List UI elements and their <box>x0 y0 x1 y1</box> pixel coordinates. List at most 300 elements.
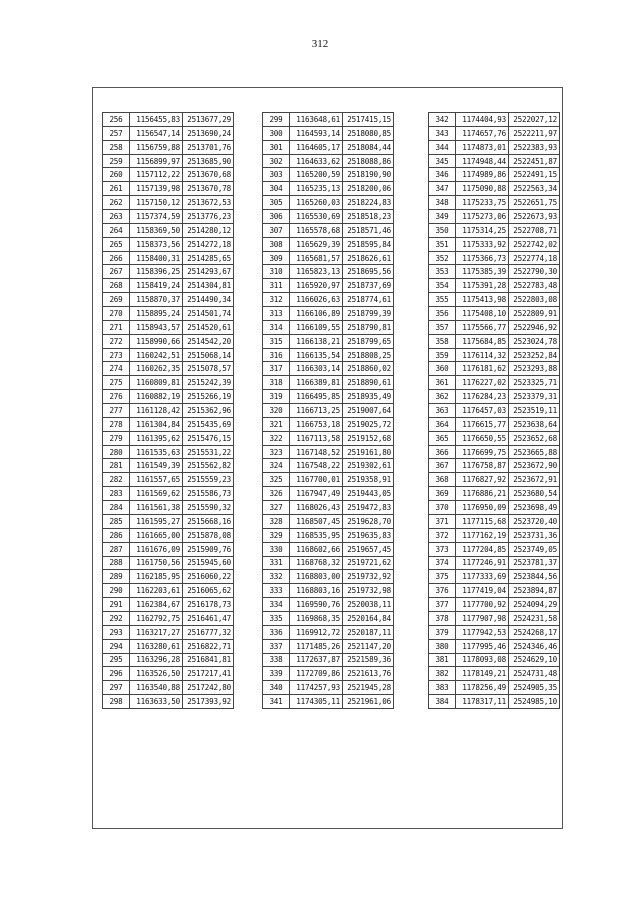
point-number-cell: 379 <box>429 625 456 639</box>
x-coordinate-cell: 1161561,38 <box>130 501 183 515</box>
x-coordinate-cell: 1161595,27 <box>130 514 183 528</box>
point-number-cell: 334 <box>263 598 290 612</box>
table-row <box>103 695 234 709</box>
x-coordinate-cell: 1165823,13 <box>290 265 343 279</box>
table-row <box>263 404 394 418</box>
x-coordinate-cell: 1161557,65 <box>130 473 183 487</box>
x-coordinate-cell: 1161535,63 <box>130 445 183 459</box>
point-number-cell: 380 <box>429 639 456 653</box>
y-coordinate-cell: 2523749,05 <box>509 542 560 556</box>
y-coordinate-cell: 2515590,32 <box>183 501 234 515</box>
x-coordinate-cell: 1175408,10 <box>456 307 509 321</box>
table-row <box>263 320 394 334</box>
table-row <box>103 417 234 431</box>
point-number-cell: 296 <box>103 667 130 681</box>
point-number-cell: 353 <box>429 265 456 279</box>
table-row <box>103 625 234 639</box>
x-coordinate-cell: 1176827,92 <box>456 473 509 487</box>
table-row <box>263 528 394 542</box>
x-coordinate-cell: 1177115,68 <box>456 514 509 528</box>
point-number-cell: 290 <box>103 584 130 598</box>
point-number-cell: 384 <box>429 695 456 709</box>
x-coordinate-cell: 1161750,56 <box>130 556 183 570</box>
table-row <box>103 320 234 334</box>
x-coordinate-cell: 1162792,75 <box>130 611 183 625</box>
table-row <box>429 362 560 376</box>
x-coordinate-cell: 1161569,62 <box>130 487 183 501</box>
point-number-cell: 305 <box>263 196 290 210</box>
y-coordinate-cell: 2518224,83 <box>343 196 394 210</box>
y-coordinate-cell: 2515909,76 <box>183 542 234 556</box>
point-number-cell: 280 <box>103 445 130 459</box>
point-number-cell: 257 <box>103 126 130 140</box>
point-number-cell: 325 <box>263 473 290 487</box>
table-row <box>263 223 394 237</box>
table-row <box>263 307 394 321</box>
x-coordinate-cell: 1168803,16 <box>290 584 343 598</box>
point-number-cell: 319 <box>263 390 290 404</box>
x-coordinate-cell: 1176227,02 <box>456 376 509 390</box>
table-row <box>429 556 560 570</box>
table-row <box>429 307 560 321</box>
x-coordinate-cell: 1164633,62 <box>290 154 343 168</box>
y-coordinate-cell: 2517415,15 <box>343 113 394 127</box>
y-coordinate-cell: 2516777,32 <box>183 625 234 639</box>
y-coordinate-cell: 2513776,23 <box>183 210 234 224</box>
point-number-cell: 265 <box>103 237 130 251</box>
y-coordinate-cell: 2518695,56 <box>343 265 394 279</box>
point-number-cell: 264 <box>103 223 130 237</box>
x-coordinate-cell: 1165200,59 <box>290 168 343 182</box>
table-row <box>263 639 394 653</box>
x-coordinate-cell: 1165629,39 <box>290 237 343 251</box>
x-coordinate-cell: 1156455,83 <box>130 113 183 127</box>
point-number-cell: 341 <box>263 695 290 709</box>
x-coordinate-cell: 1176114,32 <box>456 348 509 362</box>
point-number-cell: 322 <box>263 431 290 445</box>
y-coordinate-cell: 2514272,18 <box>183 237 234 251</box>
y-coordinate-cell: 2523731,36 <box>509 528 560 542</box>
point-number-cell: 286 <box>103 528 130 542</box>
x-coordinate-cell: 1176950,09 <box>456 501 509 515</box>
table-row <box>429 695 560 709</box>
x-coordinate-cell: 1165235,13 <box>290 182 343 196</box>
table-row <box>263 598 394 612</box>
x-coordinate-cell: 1157150,12 <box>130 196 183 210</box>
x-coordinate-cell: 1160882,19 <box>130 390 183 404</box>
table-row <box>103 362 234 376</box>
y-coordinate-cell: 2515068,14 <box>183 348 234 362</box>
x-coordinate-cell: 1168602,66 <box>290 542 343 556</box>
point-number-cell: 282 <box>103 473 130 487</box>
table-row <box>103 681 234 695</box>
y-coordinate-cell: 2519657,45 <box>343 542 394 556</box>
y-coordinate-cell: 2514285,65 <box>183 251 234 265</box>
point-number-cell: 356 <box>429 307 456 321</box>
y-coordinate-cell: 2522783,48 <box>509 279 560 293</box>
table-row <box>103 265 234 279</box>
y-coordinate-cell: 2519443,05 <box>343 487 394 501</box>
x-coordinate-cell: 1171485,26 <box>290 639 343 653</box>
x-coordinate-cell: 1157112,22 <box>130 168 183 182</box>
x-coordinate-cell: 1177995,46 <box>456 639 509 653</box>
y-coordinate-cell: 2518890,61 <box>343 376 394 390</box>
table-row <box>263 293 394 307</box>
point-number-cell: 328 <box>263 514 290 528</box>
x-coordinate-cell: 1177700,92 <box>456 598 509 612</box>
point-number-cell: 329 <box>263 528 290 542</box>
y-coordinate-cell: 2513670,68 <box>183 168 234 182</box>
point-number-cell: 318 <box>263 376 290 390</box>
x-coordinate-cell: 1176758,87 <box>456 459 509 473</box>
table-row <box>429 210 560 224</box>
table-row <box>263 556 394 570</box>
point-number-cell: 339 <box>263 667 290 681</box>
y-coordinate-cell: 2523844,56 <box>509 570 560 584</box>
x-coordinate-cell: 1174989,86 <box>456 168 509 182</box>
point-number-cell: 279 <box>103 431 130 445</box>
y-coordinate-cell: 2522742,02 <box>509 237 560 251</box>
table-row <box>263 113 394 127</box>
y-coordinate-cell: 2524346,46 <box>509 639 560 653</box>
table-row <box>103 140 234 154</box>
y-coordinate-cell: 2518737,69 <box>343 279 394 293</box>
point-number-cell: 376 <box>429 584 456 598</box>
y-coordinate-cell: 2520187,11 <box>343 625 394 639</box>
table-row <box>103 639 234 653</box>
table-row <box>263 611 394 625</box>
y-coordinate-cell: 2523652,68 <box>509 431 560 445</box>
table-row <box>263 667 394 681</box>
table-row <box>429 293 560 307</box>
y-coordinate-cell: 2522383,93 <box>509 140 560 154</box>
x-coordinate-cell: 1169590,76 <box>290 598 343 612</box>
table-row <box>429 625 560 639</box>
x-coordinate-cell: 1178317,11 <box>456 695 509 709</box>
point-number-cell: 349 <box>429 210 456 224</box>
table-row <box>103 487 234 501</box>
table-row <box>103 390 234 404</box>
y-coordinate-cell: 2522211,97 <box>509 126 560 140</box>
x-coordinate-cell: 1161665,00 <box>130 528 183 542</box>
table-row <box>429 570 560 584</box>
table-row <box>429 223 560 237</box>
point-number-cell: 331 <box>263 556 290 570</box>
point-number-cell: 270 <box>103 307 130 321</box>
point-number-cell: 276 <box>103 390 130 404</box>
point-number-cell: 332 <box>263 570 290 584</box>
table-row <box>263 473 394 487</box>
y-coordinate-cell: 2515435,69 <box>183 417 234 431</box>
y-coordinate-cell: 2519732,98 <box>343 584 394 598</box>
table-row <box>263 625 394 639</box>
x-coordinate-cell: 1166495,85 <box>290 390 343 404</box>
x-coordinate-cell: 1174948,44 <box>456 154 509 168</box>
y-coordinate-cell: 2516060,22 <box>183 570 234 584</box>
point-number-cell: 344 <box>429 140 456 154</box>
y-coordinate-cell: 2522790,30 <box>509 265 560 279</box>
point-number-cell: 345 <box>429 154 456 168</box>
y-coordinate-cell: 2517217,41 <box>183 667 234 681</box>
point-number-cell: 378 <box>429 611 456 625</box>
table-row <box>103 542 234 556</box>
y-coordinate-cell: 2515878,08 <box>183 528 234 542</box>
x-coordinate-cell: 1176457,03 <box>456 404 509 418</box>
point-number-cell: 293 <box>103 625 130 639</box>
y-coordinate-cell: 2523894,87 <box>509 584 560 598</box>
y-coordinate-cell: 2513670,78 <box>183 182 234 196</box>
x-coordinate-cell: 1169912,72 <box>290 625 343 639</box>
table-row <box>429 417 560 431</box>
y-coordinate-cell: 2515559,23 <box>183 473 234 487</box>
x-coordinate-cell: 1177162,19 <box>456 528 509 542</box>
point-number-cell: 261 <box>103 182 130 196</box>
point-number-cell: 303 <box>263 168 290 182</box>
point-number-cell: 374 <box>429 556 456 570</box>
table-row <box>103 168 234 182</box>
y-coordinate-cell: 2514280,12 <box>183 223 234 237</box>
table-row <box>103 598 234 612</box>
point-number-cell: 275 <box>103 376 130 390</box>
table-row <box>429 140 560 154</box>
y-coordinate-cell: 2515476,15 <box>183 431 234 445</box>
x-coordinate-cell: 1166753,18 <box>290 417 343 431</box>
table-row <box>263 542 394 556</box>
x-coordinate-cell: 1158870,37 <box>130 293 183 307</box>
table-row <box>263 251 394 265</box>
x-coordinate-cell: 1161128,42 <box>130 404 183 418</box>
x-coordinate-cell: 1163280,61 <box>130 639 183 653</box>
table-row <box>263 210 394 224</box>
y-coordinate-cell: 2518571,46 <box>343 223 394 237</box>
y-coordinate-cell: 2520038,11 <box>343 598 394 612</box>
point-number-cell: 285 <box>103 514 130 528</box>
x-coordinate-cell: 1161549,39 <box>130 459 183 473</box>
x-coordinate-cell: 1177204,85 <box>456 542 509 556</box>
x-coordinate-cell: 1174305,11 <box>290 695 343 709</box>
y-coordinate-cell: 2522946,92 <box>509 320 560 334</box>
x-coordinate-cell: 1175090,88 <box>456 182 509 196</box>
point-number-cell: 351 <box>429 237 456 251</box>
x-coordinate-cell: 1156899,97 <box>130 154 183 168</box>
point-number-cell: 324 <box>263 459 290 473</box>
table-row <box>429 154 560 168</box>
point-number-cell: 352 <box>429 251 456 265</box>
y-coordinate-cell: 2519721,62 <box>343 556 394 570</box>
table-row <box>103 237 234 251</box>
point-number-cell: 368 <box>429 473 456 487</box>
y-coordinate-cell: 2514490,34 <box>183 293 234 307</box>
point-number-cell: 292 <box>103 611 130 625</box>
table-row <box>103 196 234 210</box>
y-coordinate-cell: 2516065,62 <box>183 584 234 598</box>
point-number-cell: 288 <box>103 556 130 570</box>
table-row <box>103 182 234 196</box>
table-row <box>429 182 560 196</box>
point-number-cell: 258 <box>103 140 130 154</box>
y-coordinate-cell: 2522027,12 <box>509 113 560 127</box>
table-row <box>429 334 560 348</box>
table-row <box>263 681 394 695</box>
x-coordinate-cell: 1176181,62 <box>456 362 509 376</box>
y-coordinate-cell: 2522451,87 <box>509 154 560 168</box>
x-coordinate-cell: 1161395,62 <box>130 431 183 445</box>
point-number-cell: 365 <box>429 431 456 445</box>
table-row <box>103 279 234 293</box>
point-number-cell: 313 <box>263 307 290 321</box>
y-coordinate-cell: 2516461,47 <box>183 611 234 625</box>
point-number-cell: 267 <box>103 265 130 279</box>
y-coordinate-cell: 2514304,81 <box>183 279 234 293</box>
table-row <box>263 182 394 196</box>
table-row <box>429 611 560 625</box>
x-coordinate-cell: 1167113,58 <box>290 431 343 445</box>
x-coordinate-cell: 1175385,39 <box>456 265 509 279</box>
x-coordinate-cell: 1168535,95 <box>290 528 343 542</box>
x-coordinate-cell: 1167700,01 <box>290 473 343 487</box>
x-coordinate-cell: 1158400,31 <box>130 251 183 265</box>
x-coordinate-cell: 1175566,77 <box>456 320 509 334</box>
y-coordinate-cell: 2518790,81 <box>343 320 394 334</box>
table-row <box>263 126 394 140</box>
table-row <box>263 154 394 168</box>
table-row <box>429 445 560 459</box>
y-coordinate-cell: 2523672,90 <box>509 459 560 473</box>
x-coordinate-cell: 1177907,98 <box>456 611 509 625</box>
y-coordinate-cell: 2522491,15 <box>509 168 560 182</box>
table-row <box>103 210 234 224</box>
table-row <box>429 237 560 251</box>
point-number-cell: 375 <box>429 570 456 584</box>
x-coordinate-cell: 1160242,51 <box>130 348 183 362</box>
point-number-cell: 271 <box>103 320 130 334</box>
table-row <box>103 307 234 321</box>
page-number: 312 <box>311 38 329 50</box>
y-coordinate-cell: 2521589,36 <box>343 653 394 667</box>
table-row <box>429 528 560 542</box>
table-row <box>263 570 394 584</box>
point-number-cell: 272 <box>103 334 130 348</box>
point-number-cell: 307 <box>263 223 290 237</box>
x-coordinate-cell: 1166389,81 <box>290 376 343 390</box>
point-number-cell: 300 <box>263 126 290 140</box>
table-row <box>429 279 560 293</box>
x-coordinate-cell: 1169868,35 <box>290 611 343 625</box>
y-coordinate-cell: 2518626,61 <box>343 251 394 265</box>
point-number-cell: 346 <box>429 168 456 182</box>
x-coordinate-cell: 1164605,17 <box>290 140 343 154</box>
table-row <box>429 126 560 140</box>
y-coordinate-cell: 2519628,70 <box>343 514 394 528</box>
point-number-cell: 357 <box>429 320 456 334</box>
table-row <box>103 556 234 570</box>
x-coordinate-cell: 1165530,69 <box>290 210 343 224</box>
point-number-cell: 340 <box>263 681 290 695</box>
y-coordinate-cell: 2523519,11 <box>509 404 560 418</box>
point-number-cell: 372 <box>429 528 456 542</box>
x-coordinate-cell: 1163648,61 <box>290 113 343 127</box>
point-number-cell: 308 <box>263 237 290 251</box>
point-number-cell: 297 <box>103 681 130 695</box>
x-coordinate-cell: 1168768,32 <box>290 556 343 570</box>
y-coordinate-cell: 2524268,17 <box>509 625 560 639</box>
point-number-cell: 342 <box>429 113 456 127</box>
table-row <box>263 168 394 182</box>
point-number-cell: 266 <box>103 251 130 265</box>
x-coordinate-cell: 1174873,01 <box>456 140 509 154</box>
point-number-cell: 278 <box>103 417 130 431</box>
point-number-cell: 335 <box>263 611 290 625</box>
y-coordinate-cell: 2515242,39 <box>183 376 234 390</box>
y-coordinate-cell: 2515668,16 <box>183 514 234 528</box>
x-coordinate-cell: 1165260,03 <box>290 196 343 210</box>
point-number-cell: 327 <box>263 501 290 515</box>
y-coordinate-cell: 2523293,88 <box>509 362 560 376</box>
table-row <box>429 113 560 127</box>
table-row <box>429 376 560 390</box>
x-coordinate-cell: 1175391,28 <box>456 279 509 293</box>
x-coordinate-cell: 1174657,76 <box>456 126 509 140</box>
table-row <box>263 362 394 376</box>
point-number-cell: 294 <box>103 639 130 653</box>
x-coordinate-cell: 1160262,35 <box>130 362 183 376</box>
y-coordinate-cell: 2523024,78 <box>509 334 560 348</box>
y-coordinate-cell: 2513690,24 <box>183 126 234 140</box>
y-coordinate-cell: 2523325,71 <box>509 376 560 390</box>
table-row <box>263 348 394 362</box>
y-coordinate-cell: 2524731,48 <box>509 667 560 681</box>
table-row <box>103 584 234 598</box>
table-row <box>263 431 394 445</box>
x-coordinate-cell: 1165681,57 <box>290 251 343 265</box>
x-coordinate-cell: 1176284,23 <box>456 390 509 404</box>
point-number-cell: 364 <box>429 417 456 431</box>
y-coordinate-cell: 2518799,39 <box>343 307 394 321</box>
y-coordinate-cell: 2515266,19 <box>183 390 234 404</box>
table-row <box>429 514 560 528</box>
x-coordinate-cell: 1165578,68 <box>290 223 343 237</box>
x-coordinate-cell: 1172637,87 <box>290 653 343 667</box>
point-number-cell: 370 <box>429 501 456 515</box>
y-coordinate-cell: 2524094,29 <box>509 598 560 612</box>
point-number-cell: 317 <box>263 362 290 376</box>
y-coordinate-cell: 2517393,92 <box>183 695 234 709</box>
point-number-cell: 262 <box>103 196 130 210</box>
y-coordinate-cell: 2514501,74 <box>183 307 234 321</box>
table-row <box>429 598 560 612</box>
point-number-cell: 358 <box>429 334 456 348</box>
table-row <box>429 542 560 556</box>
point-number-cell: 259 <box>103 154 130 168</box>
y-coordinate-cell: 2513701,76 <box>183 140 234 154</box>
x-coordinate-cell: 1168026,43 <box>290 501 343 515</box>
point-number-cell: 306 <box>263 210 290 224</box>
point-number-cell: 256 <box>103 113 130 127</box>
point-number-cell: 311 <box>263 279 290 293</box>
point-number-cell: 347 <box>429 182 456 196</box>
x-coordinate-cell: 1167947,49 <box>290 487 343 501</box>
y-coordinate-cell: 2520164,84 <box>343 611 394 625</box>
y-coordinate-cell: 2515362,96 <box>183 404 234 418</box>
table-row <box>263 584 394 598</box>
table-row <box>103 501 234 515</box>
x-coordinate-cell: 1158369,50 <box>130 223 183 237</box>
y-coordinate-cell: 2519302,61 <box>343 459 394 473</box>
y-coordinate-cell: 2516822,71 <box>183 639 234 653</box>
table-row <box>263 487 394 501</box>
x-coordinate-cell: 1178256,49 <box>456 681 509 695</box>
x-coordinate-cell: 1176615,77 <box>456 417 509 431</box>
